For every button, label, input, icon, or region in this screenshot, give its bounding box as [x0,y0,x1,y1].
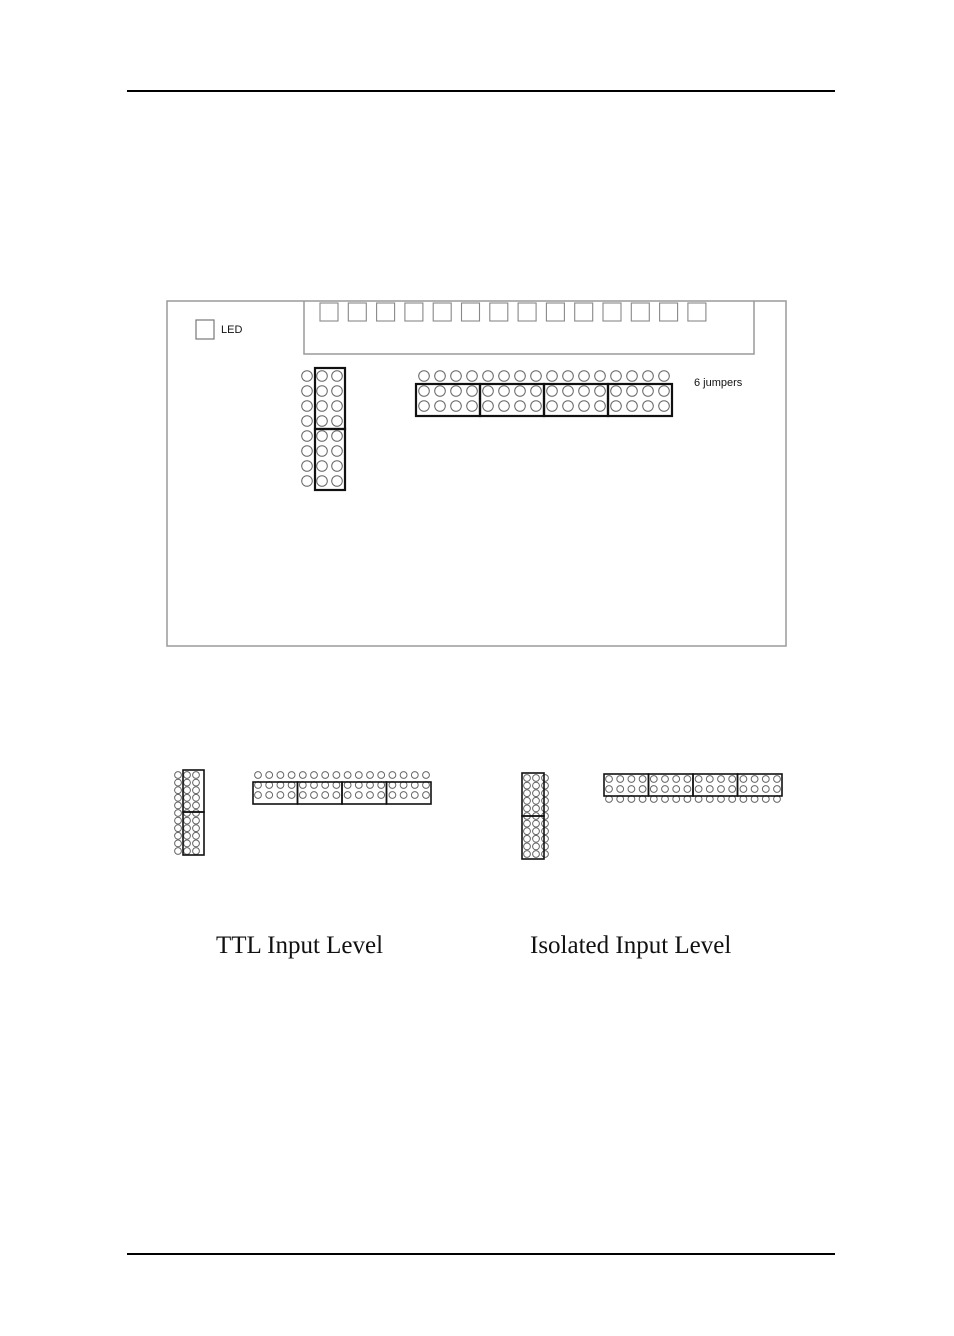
pin [643,371,654,382]
pin [718,776,725,783]
pin [740,776,747,783]
pin [659,386,670,397]
pin [595,386,606,397]
pin [317,386,328,397]
pin [662,786,669,793]
pin [547,401,558,412]
pin [533,775,540,782]
pin [643,401,654,412]
pin [531,386,542,397]
pin [483,401,494,412]
connector-pin [405,303,423,321]
connector-pin [462,303,480,321]
pin [193,840,200,847]
pin [706,786,713,793]
pin [302,371,313,382]
led-indicator [196,320,214,339]
pin [317,461,328,472]
jumper-cap [387,782,432,804]
pin [333,772,340,779]
jumper-cap [315,368,345,429]
pin [563,401,574,412]
pin [542,805,549,812]
pin [332,371,343,382]
pin [639,786,646,793]
pin [302,461,313,472]
pin [299,772,306,779]
pin [175,817,182,824]
pin [175,848,182,855]
pin [659,371,670,382]
vertical-jumper-block [302,368,345,490]
pin [533,805,540,812]
pin [499,386,510,397]
connector-pin [490,303,508,321]
pin [411,792,418,799]
pin [288,792,295,799]
pin [175,772,182,779]
pin [533,851,540,858]
board-outline [167,301,786,646]
pin [193,794,200,801]
pin [643,386,654,397]
pin [533,782,540,789]
pin [184,802,191,809]
pin [579,371,590,382]
pin [302,401,313,412]
pin [563,371,574,382]
pin [332,476,343,487]
pin [595,371,606,382]
pin [175,832,182,839]
pin [266,792,273,799]
jumper-cap [342,782,387,804]
pin [515,401,526,412]
pin [762,786,769,793]
connector-pins [320,303,706,321]
pin [193,832,200,839]
pin [311,792,318,799]
pin [628,786,635,793]
pin [175,779,182,786]
pin [400,792,407,799]
pin [317,446,328,457]
pin [533,843,540,850]
pin [389,792,396,799]
pin [193,848,200,855]
pin [317,431,328,442]
pin [695,776,702,783]
pin [531,371,542,382]
pin [515,371,526,382]
pin [193,810,200,817]
pin [435,371,446,382]
pin [175,825,182,832]
pin [322,792,329,799]
connector-pin [575,303,593,321]
pin [606,786,613,793]
jumper-cap [253,782,298,804]
pin [419,401,430,412]
pin [499,371,510,382]
pin [389,772,396,779]
connector-pin [518,303,536,321]
pin [193,825,200,832]
pin [451,371,462,382]
pin [355,792,362,799]
pin [524,790,531,797]
connector-housing [304,301,754,354]
pin [277,772,284,779]
pin [419,371,430,382]
led-label: LED [221,324,243,336]
pin [451,386,462,397]
pin [542,775,549,782]
isolated-jumper-setting [522,773,782,859]
pin [184,825,191,832]
connector-pin [688,303,706,321]
pin [344,772,351,779]
pin [277,792,284,799]
pin [435,386,446,397]
pin [524,805,531,812]
pin [317,371,328,382]
pin [175,810,182,817]
pin [266,772,273,779]
pin [579,401,590,412]
jumper-cap [298,782,343,804]
pin [175,794,182,801]
pin [627,371,638,382]
pin [579,386,590,397]
pin [673,786,680,793]
pin [524,775,531,782]
pin [533,790,540,797]
connector-pin [546,303,564,321]
pin [542,835,549,842]
pin [542,843,549,850]
pin [524,820,531,827]
pin [617,776,624,783]
pin [193,772,200,779]
pin [639,776,646,783]
pin [322,772,329,779]
horizontal-jumper-block [416,371,672,416]
pin [378,772,385,779]
pin [332,401,343,412]
pin [435,401,446,412]
pin [193,817,200,824]
pin [684,776,691,783]
pin [729,786,736,793]
pin [684,786,691,793]
pin [718,786,725,793]
ttl-jumper-setting [175,770,431,855]
pin [367,772,374,779]
pin [542,851,549,858]
pin [531,401,542,412]
pin [547,371,558,382]
pin [175,787,182,794]
pin [400,772,407,779]
pin [740,786,747,793]
pin [542,790,549,797]
pin [524,843,531,850]
pin [411,772,418,779]
pin [317,416,328,427]
pin [423,772,430,779]
pin [378,792,385,799]
pin [367,792,374,799]
pin [533,797,540,804]
connector-pin [631,303,649,321]
pin [302,431,313,442]
pin [542,828,549,835]
pin [611,401,622,412]
jumper-cap [315,429,345,490]
connector-pin [660,303,678,321]
pin [729,776,736,783]
pin [255,772,262,779]
pin [332,431,343,442]
pin [184,817,191,824]
pin [524,782,531,789]
connector-pin [433,303,451,321]
pin [332,386,343,397]
pin [547,386,558,397]
pin [524,851,531,858]
pin [467,401,478,412]
pin [184,810,191,817]
pin [193,787,200,794]
connector-pin [377,303,395,321]
pin [695,786,702,793]
pin [184,794,191,801]
pin [595,401,606,412]
pin [255,792,262,799]
pin [184,848,191,855]
pin [451,401,462,412]
pin [524,835,531,842]
jumpers-label: 6 jumpers [694,377,743,389]
pin [332,416,343,427]
pin [332,461,343,472]
pin [611,386,622,397]
pin [542,782,549,789]
pin [302,476,313,487]
pin [662,776,669,783]
pin [193,802,200,809]
pin [533,835,540,842]
pin [302,416,313,427]
pin [627,386,638,397]
pin [706,776,713,783]
pin [355,772,362,779]
pin [606,776,613,783]
pin [332,446,343,457]
pin [344,792,351,799]
pin [302,446,313,457]
pin [317,401,328,412]
pin [193,779,200,786]
connector-pin [348,303,366,321]
pin [762,776,769,783]
pin [423,792,430,799]
pin [515,386,526,397]
pin [774,776,781,783]
pin [650,776,657,783]
pin [467,386,478,397]
pin [184,779,191,786]
caption-ttl-input-level: TTL Input Level [216,932,384,959]
pin [542,820,549,827]
pin [467,371,478,382]
pin [533,828,540,835]
jumper-cap [183,770,204,812]
pin [419,386,430,397]
pin [774,786,781,793]
pin [184,772,191,779]
pin [184,840,191,847]
pin [533,820,540,827]
pin [175,840,182,847]
pin [483,371,494,382]
pin [617,786,624,793]
pin [302,386,313,397]
pin [524,797,531,804]
connector-pin [320,303,338,321]
pin [650,786,657,793]
pin [751,776,758,783]
pin [751,786,758,793]
pin [627,401,638,412]
pin [659,401,670,412]
pin [311,772,318,779]
pin [317,476,328,487]
pin [563,386,574,397]
pin [524,828,531,835]
pin [483,386,494,397]
pin [499,401,510,412]
pin [611,371,622,382]
pin [184,832,191,839]
caption-isolated-input-level: Isolated Input Level [530,932,732,959]
pin [628,776,635,783]
pin [333,792,340,799]
pin [299,792,306,799]
pin [542,797,549,804]
pin [673,776,680,783]
connector-pin [603,303,621,321]
pin [288,772,295,779]
pin [184,787,191,794]
pin [175,802,182,809]
